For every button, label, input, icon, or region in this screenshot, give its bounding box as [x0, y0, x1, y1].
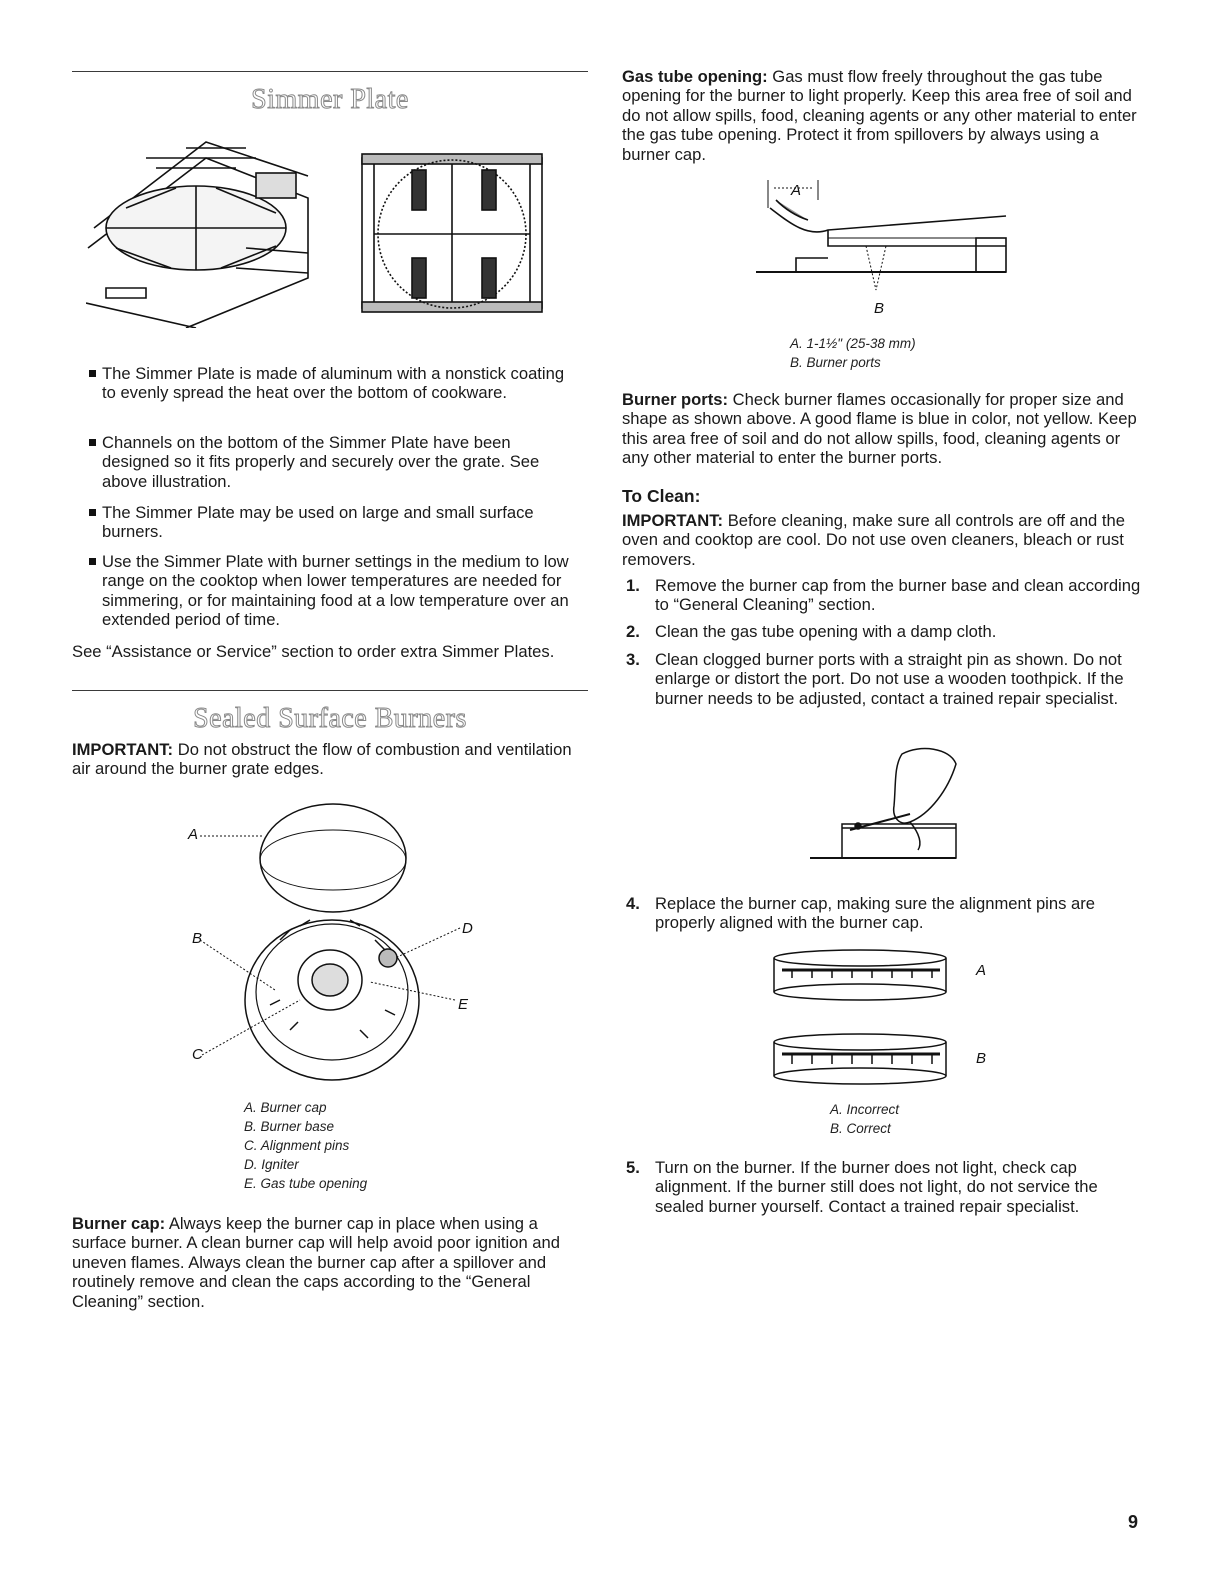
burner-label-d: D [462, 920, 473, 937]
sealed-important-text: IMPORTANT: Do not obstruct the flow of combustion and ventilation air around the burner grate edges. [72, 740, 572, 779]
burner-label-c: C [192, 1046, 203, 1063]
bullet-square-icon [89, 439, 96, 446]
gas-tube-label-b: B [874, 300, 885, 317]
clean-step-4: 4. Replace the burner cap, making sure the alignment pins are properly aligned with the burner cap. [626, 894, 1095, 933]
cap-alignment-incorrect-illustration [772, 948, 952, 1004]
sealed-section-rule [72, 690, 588, 691]
bullet-square-icon [89, 370, 96, 377]
clean-step-5: 5. Turn on the burner. If the burner does not light, check cap alignment. If the burner still does not light, do not service the sealed burner yourself. Contact a trained repair specialist. [626, 1158, 1098, 1216]
caption-dimension: A. 1-1½" (25-38 mm) [790, 336, 916, 351]
burner-label-b: B [192, 930, 203, 947]
caption-burner-base: B. Burner base [244, 1119, 335, 1134]
simmer-see-text: See “Assistance or Service” section to order extra Simmer Plates. [72, 642, 555, 661]
alignment-label-b: B [976, 1050, 987, 1067]
step-number: 3. [626, 650, 640, 669]
caption-alignment-pins: C. Alignment pins [244, 1138, 350, 1153]
clean-step-3: 3. Clean clogged burner ports with a straight pin as shown. Do not enlarge or distort the port. Do not use a wooden toothpick. If the burner needs to be adjusted, contact a trained repair specialist. [626, 650, 1124, 708]
step-number: 4. [626, 894, 640, 913]
page-number: 9 [1128, 1512, 1139, 1532]
section-heading-simmer-plate: Simmer Plate [251, 84, 409, 115]
simmer-bullet-4: Use the Simmer Plate with burner settings in the medium to low range on the cooktop when lower temperatures are needed for simmering, or for maintaining food at a low temperature over an extended period of time. [102, 552, 572, 630]
step-number: 1. [626, 576, 640, 595]
burner-label-a: A [188, 826, 199, 843]
cap-alignment-correct-illustration [772, 1032, 952, 1088]
burner-ports-text: Burner ports: Check burner flames occasionally for proper size and shape as shown above. A good flame is blue in color, not yellow. Keep this area free of soil and do not allow spills, food, cleaning agents or any other material to enter the burner ports. [622, 390, 1137, 468]
top-rule-left [72, 71, 588, 72]
step-number: 2. [626, 622, 640, 641]
gas-tube-text: Gas tube opening: Gas must flow freely throughout the gas tube opening for the burner to light properly. Keep this area free of soil and do not allow spills, food, cleaning agents or any other material to enter the gas tube opening. Protect it from spillovers by always using a burner cap. [622, 67, 1137, 164]
caption-igniter: D. Igniter [244, 1157, 299, 1172]
simmer-bullet-1: The Simmer Plate is made of aluminum with a nonstick coating to evenly spread the heat over the bottom of cookware. [102, 364, 572, 403]
caption-incorrect: A. Incorrect [830, 1102, 900, 1117]
to-clean-heading: To Clean: [622, 486, 701, 506]
to-clean-important-text: IMPORTANT: Before cleaning, make sure all controls are off and the oven and cooktop are cool. Do not use oven cleaners, bleach or rust removers. [622, 511, 1125, 569]
burner-captions [244, 1098, 367, 1193]
burner-cap-text: Burner cap: Always keep the burner cap in place when using a surface burner. A clean burner cap will help avoid poor ignition and uneven flames. Always clean the burner cap after a spillover and routinely remove and clean the caps according to the “General Cleaning” section. [72, 1214, 560, 1311]
caption-correct: B. Correct [830, 1121, 891, 1136]
step-number: 5. [626, 1158, 640, 1177]
simmer-bullet-3: The Simmer Plate may be used on large and small surface burners. [102, 503, 572, 542]
caption-burner-ports: B. Burner ports [790, 355, 881, 370]
caption-gas-tube-opening: E. Gas tube opening [244, 1176, 368, 1191]
caption-burner-cap: A. Burner cap [244, 1100, 327, 1115]
bullet-square-icon [89, 509, 96, 516]
alignment-label-a: A [976, 962, 987, 979]
alignment-captions [830, 1100, 899, 1138]
simmer-plate-top-view-illustration [352, 150, 552, 322]
simmer-bullet-2: Channels on the bottom of the Simmer Plate have been designed so it fits properly and securely over the grate. See above illustration. [102, 433, 572, 491]
burner-label-e: E [458, 996, 469, 1013]
section-heading-sealed-burners: Sealed Surface Burners [193, 703, 467, 734]
simmer-plate-on-grate-illustration [86, 128, 310, 328]
burner-exploded-diagram [180, 800, 500, 1090]
pin-cleaning-illustration [810, 744, 960, 862]
clean-step-2: 2. Clean the gas tube opening with a damp cloth. [626, 622, 997, 641]
gas-tube-captions [790, 334, 916, 372]
bullet-square-icon [89, 558, 96, 565]
gas-tube-label-a: A [791, 182, 802, 199]
clean-step-1: 1. Remove the burner cap from the burner base and clean according to “General Cleaning” section. [626, 576, 1141, 615]
